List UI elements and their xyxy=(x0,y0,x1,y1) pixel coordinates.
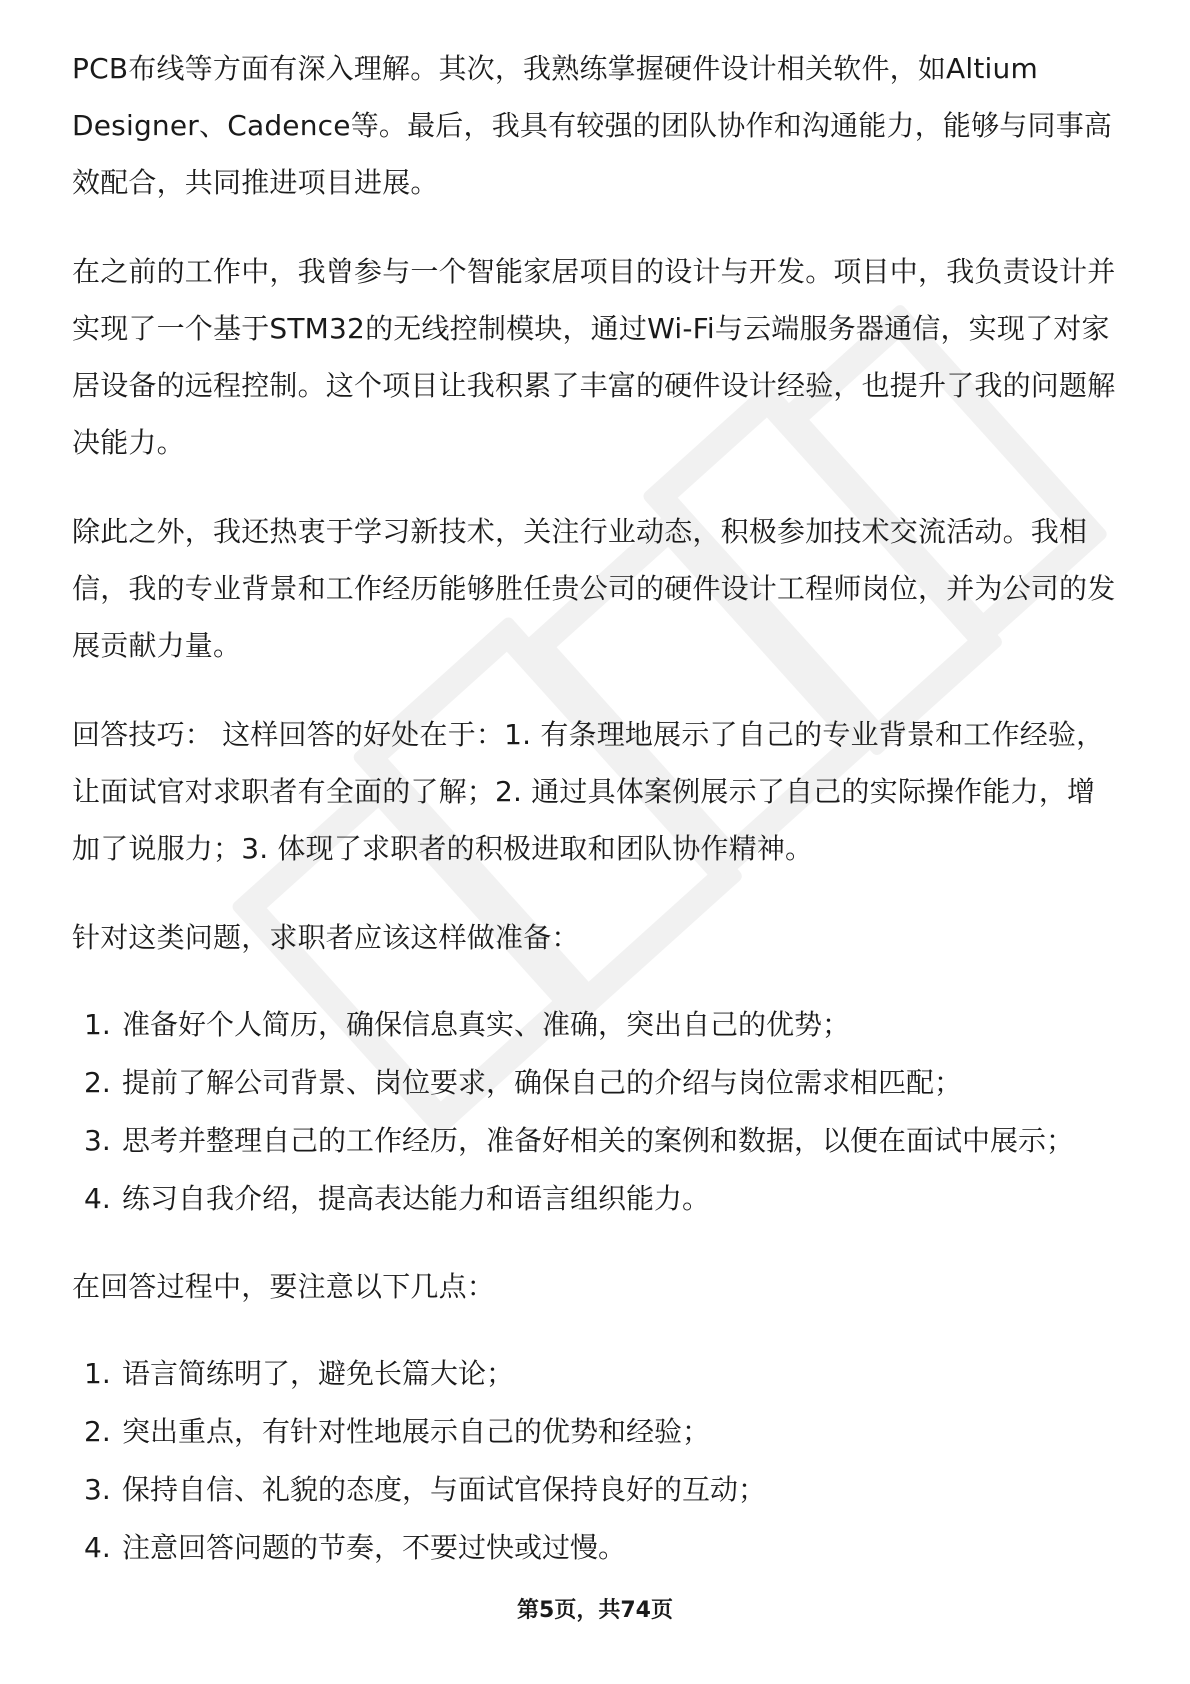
list-number: 3. xyxy=(84,1473,111,1506)
list-text: 突出重点，有针对性地展示自己的优势和经验； xyxy=(122,1415,711,1448)
page-number: 第5页，共74页 xyxy=(517,1598,673,1623)
list-number: 1. xyxy=(84,1357,111,1390)
list-number: 4. xyxy=(84,1182,111,1215)
paragraph-learning: 除此之外，我还热衷于学习新技术，关注行业动态，积极参加技术交流活动。我相信，我的专业背景和工作经历能够胜任贵公司的硬件设计工程师岗位，并为公司的发展贡献力量。 xyxy=(72,515,1116,662)
paragraph-project-experience: 在之前的工作中，我曾参与一个智能家居项目的设计与开发。项目中，我负责设计并实现了一个基于STM32的无线控制模块，通过Wi-Fi与云端服务器通信，实现了对家居设备的远程控制。这个项目让我积累了丰富的硬件设计经验，也提升了我的问题解决能力。 xyxy=(72,255,1116,459)
notes-list xyxy=(72,1345,1122,1577)
list-item xyxy=(72,1345,1122,1403)
list-number: 4. xyxy=(84,1531,111,1564)
notes-heading: 在回答过程中，要注意以下几点： xyxy=(72,1270,496,1303)
paragraph-skills: PCB布线等方面有深入理解。其次，我熟练掌握硬件设计相关软件，如Altium Designer、Cadence等。最后，我具有较强的团队协作和沟通能力，能够与同事高效配合，共同推进项目进展。 xyxy=(72,52,1113,199)
list-item xyxy=(72,996,1122,1054)
list-text: 保持自信、礼貌的态度，与面试官保持良好的互动； xyxy=(122,1473,767,1506)
list-number: 3. xyxy=(84,1124,111,1157)
list-text: 准备好个人简历，确保信息真实、准确，突出自己的优势； xyxy=(122,1008,851,1041)
list-text: 注意回答问题的节奏，不要过快或过慢。 xyxy=(122,1531,627,1564)
paragraph-answer-tips: 回答技巧： 这样回答的好处在于：1. 有条理地展示了自己的专业背景和工作经验，让面试官对求职者有全面的了解；2. 通过具体案例展示了自己的实际操作能力，增加了说服力；3. 体现了求职者的积极进取和团队协作精神。 xyxy=(72,718,1105,865)
document-body xyxy=(72,40,1122,1607)
list-number: 2. xyxy=(84,1415,111,1448)
list-number: 2. xyxy=(84,1066,111,1099)
list-text: 练习自我介绍，提高表达能力和语言组织能力。 xyxy=(122,1182,711,1215)
list-item xyxy=(72,1054,1122,1112)
list-number: 1. xyxy=(84,1008,111,1041)
list-text: 提前了解公司背景、岗位要求，确保自己的介绍与岗位需求相匹配； xyxy=(122,1066,963,1099)
list-item xyxy=(72,1170,1122,1228)
list-item xyxy=(72,1519,1122,1577)
prep-list xyxy=(72,996,1122,1228)
list-item xyxy=(72,1403,1122,1461)
list-text: 思考并整理自己的工作经历，准备好相关的案例和数据，以便在面试中展示； xyxy=(122,1124,1075,1157)
list-item xyxy=(72,1461,1122,1519)
list-item xyxy=(72,1112,1122,1170)
list-text: 语言简练明了，避免长篇大论； xyxy=(122,1357,515,1390)
prep-heading: 针对这类问题，求职者应该这样做准备： xyxy=(72,921,580,954)
